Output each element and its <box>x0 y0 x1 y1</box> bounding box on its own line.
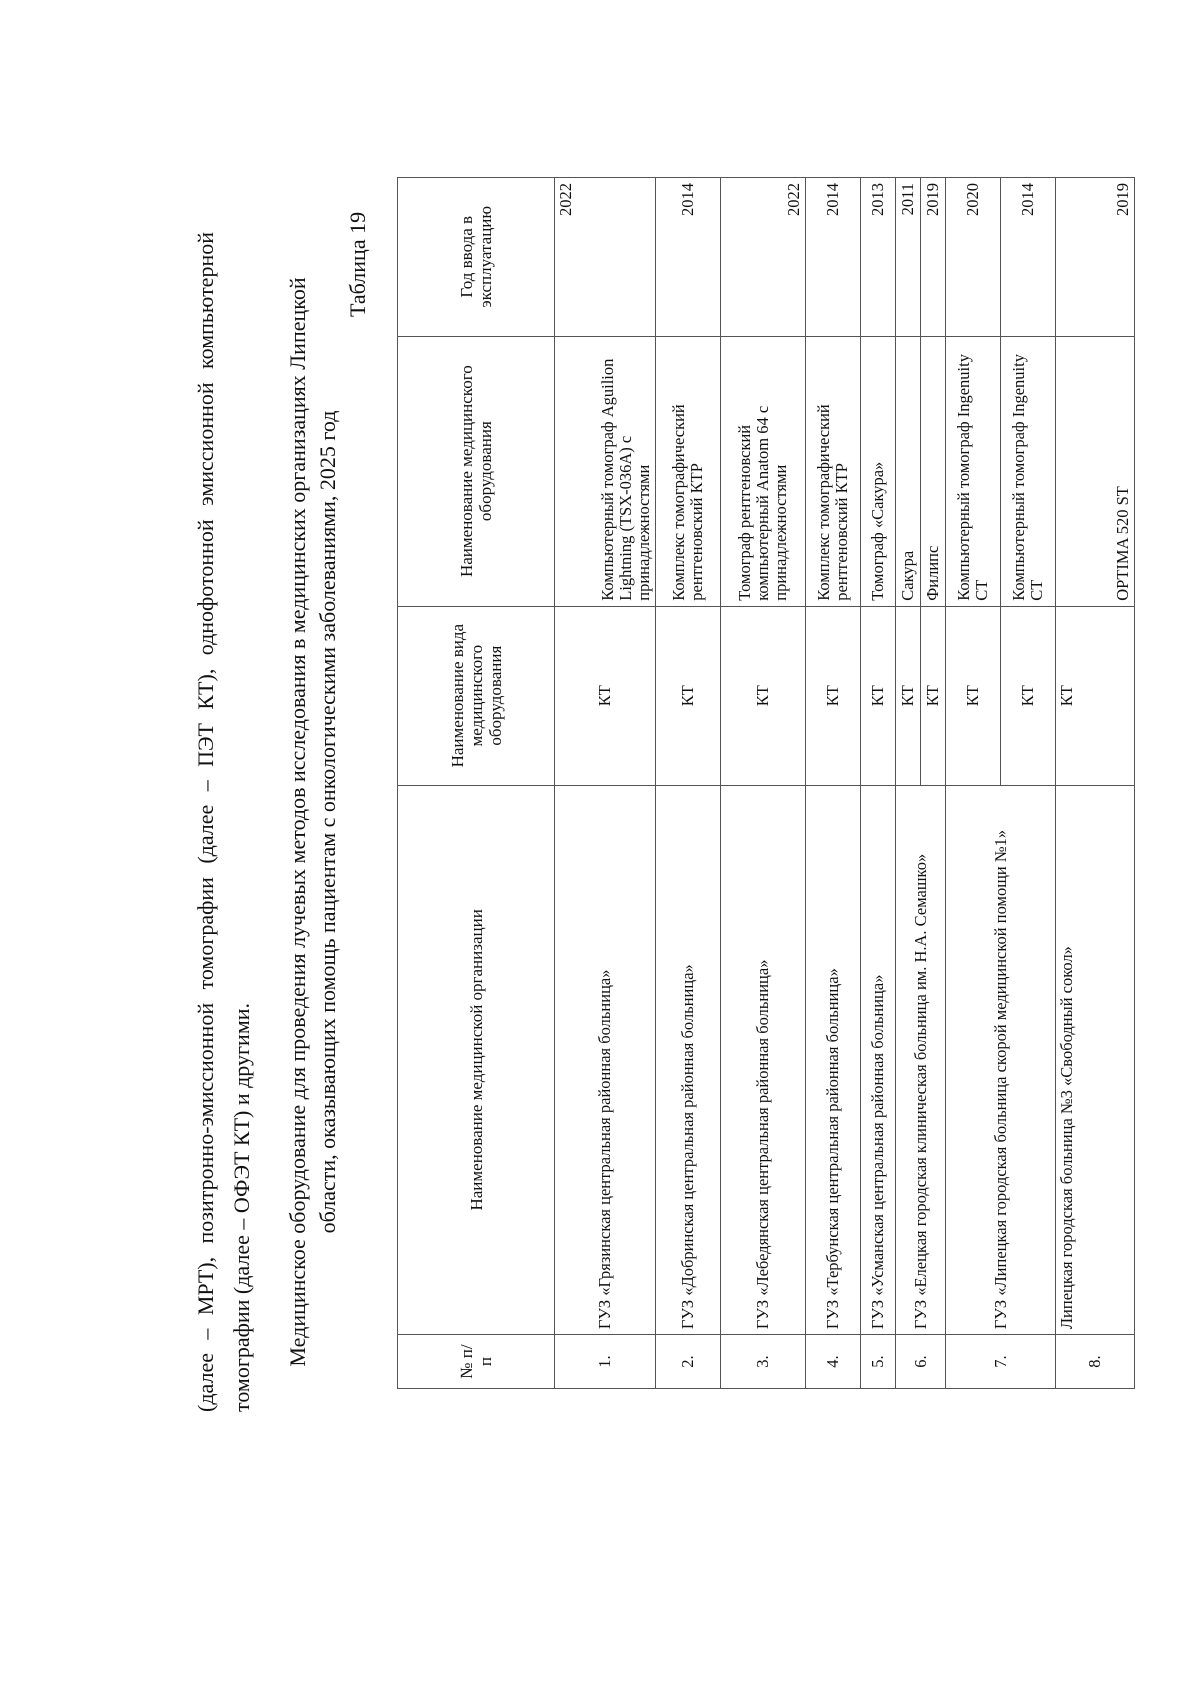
row-year: 2014 <box>656 178 721 337</box>
intro-paragraph: (далее – МРТ), позитронно-эмиссионной томографии (далее – ПЭТ КТ), однофотонной эмиссионной компьютерной томографии (далее – ОФЭТ КТ) и другими. <box>193 232 254 1412</box>
header-num: № п/п <box>398 1335 555 1389</box>
row-kind: КТ <box>921 606 946 785</box>
table-row <box>896 178 921 1389</box>
row-org: ГУЗ «Тербунская центральная районная больница» <box>806 785 861 1335</box>
table-row <box>656 178 721 1389</box>
header-year: Год ввода в эксплуатацию <box>398 178 555 337</box>
header-org: Наименование медицинской организации <box>398 785 555 1335</box>
row-num: 3. <box>721 1335 806 1389</box>
table-header-row <box>398 178 555 1389</box>
row-year: 2019 <box>921 178 946 337</box>
row-kind: КТ <box>721 606 806 785</box>
equipment-table <box>397 177 1135 1389</box>
row-equipment-name: Филипс <box>921 336 946 606</box>
table-row <box>861 178 896 1389</box>
row-org: ГУЗ «Липецкая городская больница скорой медицинской помощи №1» <box>946 785 1056 1335</box>
row-kind: КТ <box>861 606 896 785</box>
row-equipment-name: OPTIMA 520 ST <box>1056 336 1135 606</box>
row-org: ГУЗ «Лебедянская центральная районная больница» <box>721 785 806 1335</box>
row-equipment-name: Компьютерный томограф Ingenuity CT <box>946 336 1001 606</box>
row-equipment-name: Комплекс томографический рентгеновский КТР <box>656 336 721 606</box>
header-name: Наименование медицинского оборудования <box>398 336 555 606</box>
table-row <box>555 178 656 1389</box>
row-num: 6. <box>896 1335 946 1389</box>
row-num: 2. <box>656 1335 721 1389</box>
row-num: 7. <box>946 1335 1056 1389</box>
row-org: ГУЗ «Грязинская центральная районная больница» <box>555 785 656 1335</box>
table-row <box>1056 178 1135 1389</box>
table-row <box>806 178 861 1389</box>
header-kind: Наименование вида медицинского оборудования <box>398 606 555 785</box>
row-num: 1. <box>555 1335 656 1389</box>
table-caption: Таблица 19 <box>345 211 370 317</box>
row-year: 2014 <box>806 178 861 337</box>
row-equipment-name: Компьютерный томограф Aguilion Lightning (TSX-036A) с принадлежностями <box>555 336 656 606</box>
table-row <box>721 178 806 1389</box>
row-kind: КТ <box>806 606 861 785</box>
row-year: 2020 <box>946 178 1001 337</box>
row-num: 4. <box>806 1335 861 1389</box>
row-kind: КТ <box>896 606 921 785</box>
row-year: 2013 <box>861 178 896 337</box>
row-equipment-name: Комплекс томографический рентгеновский КТР <box>806 336 861 606</box>
row-equipment-name: Компьютерный томограф Ingenuity CT <box>1001 336 1056 606</box>
row-org: ГУЗ «Елецкая городская клиническая больница им. Н.А. Семашко» <box>896 785 946 1335</box>
row-kind: КТ <box>1001 606 1056 785</box>
row-year: 2019 <box>1056 178 1135 337</box>
row-year: 2011 <box>896 178 921 337</box>
row-year: 2022 <box>555 178 656 337</box>
row-org: Липецкая городская больница №3 «Свободный сокол» <box>1056 785 1135 1335</box>
row-year: 2014 <box>1001 178 1056 337</box>
row-kind: КТ <box>656 606 721 785</box>
row-equipment-name: Томограф «Сакура» <box>861 336 896 606</box>
row-year: 2022 <box>721 178 806 337</box>
section-heading: Медицинское оборудование для проведения лучевых методов исследования в медицинских организациях Липецкой области, оказывающих помощь пациентам с онкологическими заболеваниями, 2025 год <box>285 277 340 1367</box>
row-kind: КТ <box>555 606 656 785</box>
row-num: 5. <box>861 1335 896 1389</box>
table-row <box>946 178 1001 1389</box>
row-org: ГУЗ «Усманская центральная районная больница» <box>861 785 896 1335</box>
row-equipment-name: Сакура <box>896 336 921 606</box>
row-num: 8. <box>1056 1335 1135 1389</box>
row-org: ГУЗ «Добринская центральная районная больница» <box>656 785 721 1335</box>
row-equipment-name: Томограф рентгеновский компьютерный Anatom 64 с принадлежностями <box>721 336 806 606</box>
row-kind: КТ <box>946 606 1001 785</box>
row-kind: КТ <box>1056 606 1135 785</box>
